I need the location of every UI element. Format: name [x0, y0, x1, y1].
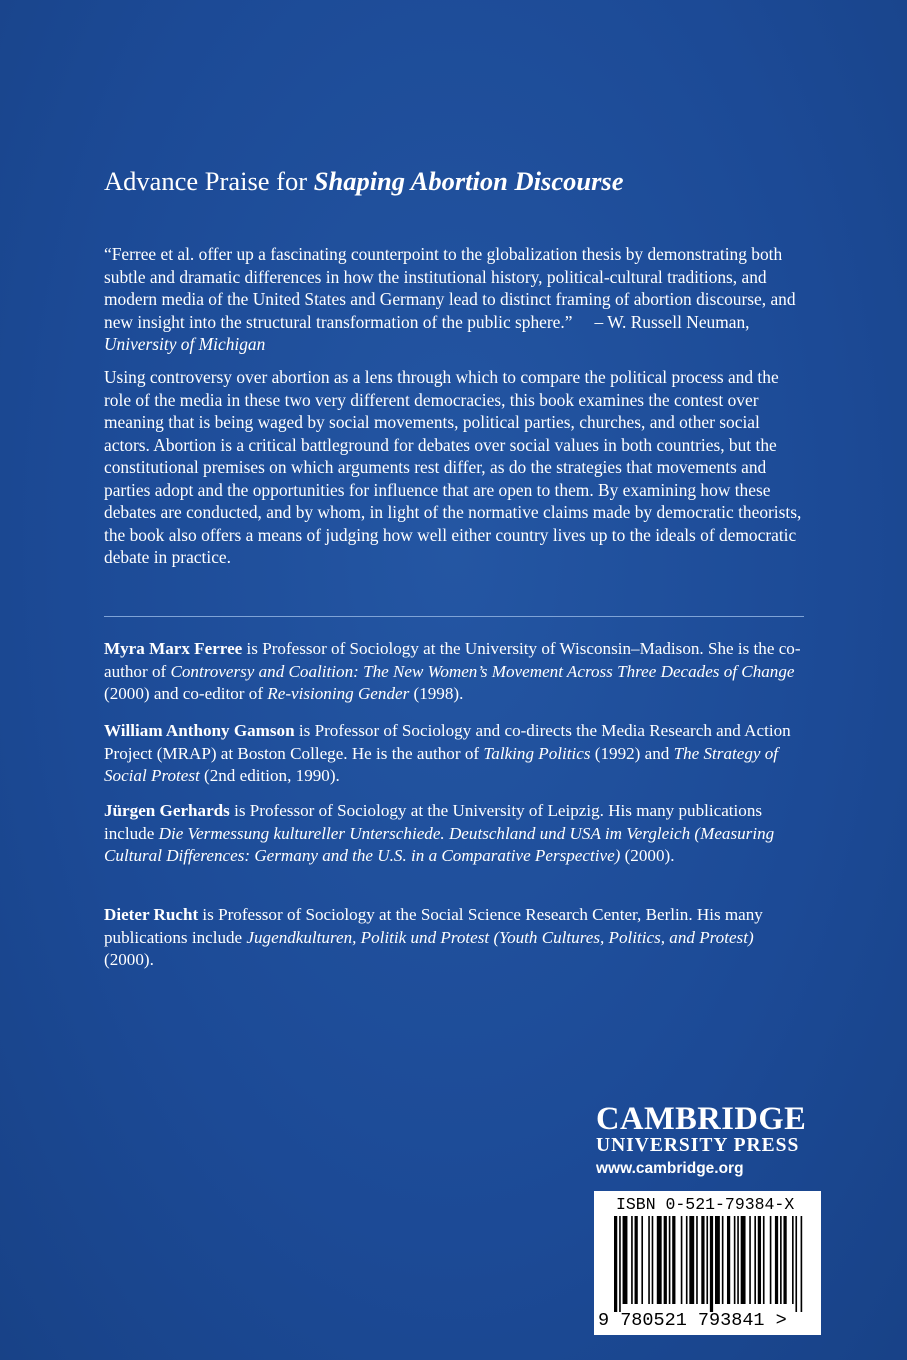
- barcode-bar: [734, 1216, 736, 1304]
- barcode-bar: [722, 1216, 724, 1304]
- publisher-name: CAMBRIDGE: [596, 1101, 807, 1137]
- bio-text: (2000).: [104, 950, 154, 969]
- barcode-bar: [715, 1216, 720, 1304]
- barcode-bar: [689, 1216, 694, 1304]
- book-title: Shaping Abortion Discourse: [313, 166, 624, 196]
- author-name: Jürgen Gerhards: [104, 801, 230, 820]
- barcode-bar: [623, 1216, 628, 1304]
- barcode-bar: [741, 1216, 746, 1304]
- barcode-bar: [770, 1216, 772, 1304]
- book-description: [104, 366, 804, 569]
- praise-quote: [104, 243, 804, 356]
- barcode-bar: [696, 1216, 698, 1304]
- bio-text: is Professor of Sociology at the Social Science Research Center, Berlin. His many publications include: [104, 905, 763, 947]
- barcode-bar: [614, 1216, 617, 1312]
- barcode-bar: [783, 1216, 786, 1304]
- barcode-bar: [669, 1216, 671, 1304]
- section-divider: [104, 616, 804, 617]
- bio-text: (2000) and co-editor of: [104, 684, 268, 703]
- publisher-subname: UNIVERSITY PRESS: [596, 1135, 800, 1156]
- barcode-bar: [681, 1216, 683, 1304]
- barcode-bar: [749, 1216, 751, 1304]
- bio-text: is Professor of Sociology at the University of Wisconsin–Madison. She is the co-author of: [104, 639, 801, 681]
- ean-digits: 9 780521 793841 >: [598, 1310, 787, 1331]
- barcode-bar: [648, 1216, 650, 1304]
- barcode-bar: [780, 1216, 782, 1304]
- bio-book-title: Controversy and Coalition: The New Women’s Movement Across Three Decades of Change: [170, 661, 795, 681]
- author-bio: [104, 800, 804, 868]
- bio-text: (1998).: [409, 684, 464, 703]
- author-name: Myra Marx Ferree: [104, 639, 243, 658]
- bio-book-title: Re-visioning Gender: [267, 684, 410, 703]
- barcode-bar: [754, 1216, 756, 1304]
- barcode-bar: [775, 1216, 778, 1304]
- barcode-bar: [686, 1216, 688, 1304]
- author-name: Dieter Rucht: [104, 905, 199, 924]
- barcode-bar: [801, 1216, 803, 1312]
- barcode-bar: [758, 1216, 761, 1304]
- publisher-url: www.cambridge.org: [596, 1160, 744, 1177]
- description-text: Using controversy over abortion as a lens through which to compare the political process and the role of the media in these two very different democracies, this book examines the contest over meaning that is being waged by social movements, political parties, churches, and other social actors. Abortion is a critical battleground for debates over social values in both countries, but the constitutional premises on which arguments rest differ, as do the strategies that movements and parties adopt and the opportunities for influence that are open to them. By examining how these debates are conducted, and by whom, in light of the normative claims made by democratic theorists, the book also offers a means of judging how well either country lives up to the ideals of democratic debate in practice.: [104, 367, 802, 567]
- publisher-logo: [596, 1103, 836, 1180]
- bio-text: (2000).: [620, 846, 675, 865]
- barcode-bar: [792, 1216, 794, 1304]
- quote-affiliation: University of Michigan: [104, 334, 266, 354]
- barcode-bar: [664, 1216, 667, 1304]
- isbn-barcode: [594, 1191, 821, 1335]
- barcode-bar: [652, 1216, 654, 1304]
- barcode-bar: [657, 1216, 662, 1304]
- barcode-bar: [631, 1216, 633, 1304]
- barcode-bars: [614, 1216, 804, 1312]
- barcode-bar: [795, 1216, 797, 1312]
- bio-book-title: Talking Politics: [483, 743, 591, 763]
- bio-text: is Professor of Sociology at the University of Leipzig. His many publications include: [104, 801, 763, 843]
- barcode-bar: [635, 1216, 638, 1304]
- author-bio: [104, 904, 804, 972]
- barcode-bar: [641, 1216, 643, 1304]
- author-bio: [104, 638, 804, 706]
- praise-heading-prefix: Advance Praise for: [104, 166, 314, 196]
- praise-heading: [104, 166, 623, 197]
- barcode-bar: [727, 1216, 730, 1304]
- bio-text: (1992) and: [590, 743, 674, 763]
- isbn-label: ISBN 0-521-79384-X: [616, 1195, 795, 1214]
- barcode-bar: [706, 1216, 708, 1304]
- barcode-bar: [672, 1216, 675, 1304]
- author-bio: [104, 720, 804, 788]
- bio-text: (2nd edition, 1990).: [199, 766, 340, 785]
- barcode-bar: [737, 1216, 739, 1304]
- barcode-bar: [701, 1216, 704, 1304]
- quote-text: “Ferree et al. offer up a fascinating counterpoint to the globalization thesis by demonstrating both subtle and dramatic differences in how the institutional history, political-cultural traditions, and modern media of the United States and Germany lead to distinct framing of abortion discourse, and new insight into the structural transformation of the public sphere.”: [104, 244, 796, 332]
- bio-book-title: Jugendkulturen, Politik und Protest (Youth Cultures, Politics, and Protest): [246, 927, 754, 947]
- barcode-bar: [619, 1216, 621, 1312]
- bio-book-title: The Strategy of Social Protest: [104, 743, 779, 785]
- quote-attribution: – W. Russell Neuman,: [594, 311, 750, 332]
- barcode-bar: [710, 1216, 713, 1312]
- bio-text: is Professor of Sociology and co-directs the Media Research and Action Project (MRAP) at Boston College. He is the author of: [104, 721, 791, 763]
- barcode-bar: [763, 1216, 765, 1304]
- bio-book-title: Die Vermessung kultureller Unterschiede. Deutschland und USA im Vergleich (Measuring Cultural Differences: Germany and the U.S. in a Comparative Perspective): [104, 823, 775, 865]
- author-name: William Anthony Gamson: [104, 721, 295, 740]
